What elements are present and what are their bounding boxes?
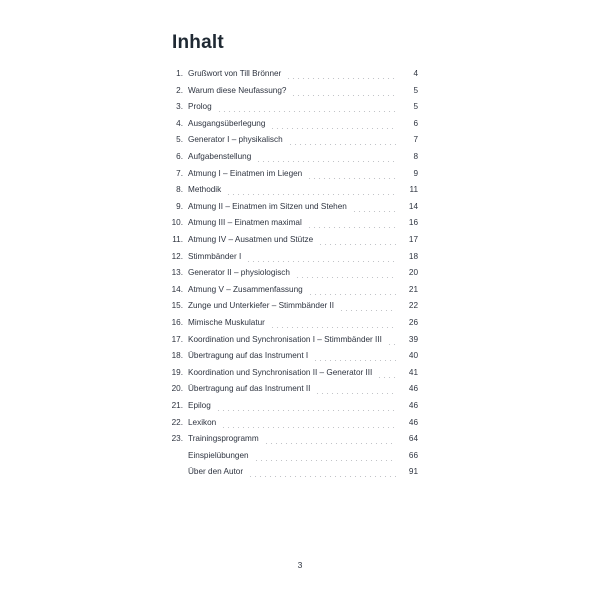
toc-entry-title: Übertragung auf das Instrument I <box>188 351 309 361</box>
toc-entry-page: 11 <box>396 182 418 198</box>
toc-entry <box>0 83 600 99</box>
toc-entry-page: 40 <box>396 348 418 364</box>
toc-entry-page: 64 <box>396 431 418 447</box>
toc-entry <box>0 249 600 265</box>
toc-entry <box>0 116 600 132</box>
toc-entry <box>0 132 600 148</box>
toc-entry-number: 17. <box>171 334 183 344</box>
toc-entry-line <box>188 182 414 198</box>
toc-entry-line <box>188 398 414 414</box>
toc-entry-title: Koordination und Synchronisation II – Generator III <box>188 367 373 377</box>
toc-leader-dots <box>226 194 414 195</box>
toc-entry-number: 9. <box>176 201 183 211</box>
toc-leader-dots <box>246 261 414 262</box>
toc-entry-page: 26 <box>396 315 418 331</box>
toc-entry-title: Aufgabenstellung <box>188 152 252 161</box>
toc-entry <box>0 315 600 331</box>
toc-entry <box>0 348 600 364</box>
toc-entry <box>0 464 600 480</box>
toc-entry-line <box>188 415 414 431</box>
toc-entry-page: 39 <box>396 332 418 348</box>
toc-entry-line <box>188 381 414 397</box>
toc-entry-title: Atmung IV – Ausatmen und Stütze <box>188 235 314 244</box>
toc-entry-number: 22. <box>171 417 183 427</box>
toc-entry-title: Atmung V – Zusammenfassung <box>188 284 303 294</box>
toc-entry <box>0 398 600 414</box>
toc-entry-page: 5 <box>396 99 418 115</box>
toc-entry-title: Prolog <box>188 102 212 112</box>
toc-entry-number: 1. <box>176 69 183 78</box>
toc-entry-line <box>188 232 414 248</box>
toc-entry-title: Atmung II – Einatmen im Sitzen und Stehen <box>188 201 347 211</box>
toc-entry-title: Zunge und Unterkiefer – Stimmbänder II <box>188 301 335 311</box>
toc-entry <box>0 99 600 115</box>
page-title: Inhalt <box>172 32 224 53</box>
toc-entry-number: 7. <box>176 168 183 178</box>
toc-leader-dots <box>217 111 414 112</box>
toc-entry-title: Generator II – physiologisch <box>188 268 290 278</box>
toc-entry-number: 14. <box>171 284 183 294</box>
toc-entry-number: 8. <box>176 185 183 195</box>
toc-entry-line <box>188 66 414 82</box>
toc-entry-page: 7 <box>396 132 418 148</box>
toc-leader-dots <box>264 443 414 444</box>
toc-entry-page: 22 <box>396 298 418 314</box>
toc-entry-number: 12. <box>171 251 183 261</box>
toc-entry-number: 10. <box>171 218 183 228</box>
toc-entry-number: 21. <box>171 401 183 410</box>
toc-entry-title: Atmung I – Einatmen im Liegen <box>188 168 303 178</box>
toc-entry <box>0 415 600 431</box>
toc-entry <box>0 182 600 198</box>
toc-entry-line <box>188 99 414 115</box>
toc-entry-title: Ausgangsüberlegung <box>188 118 266 128</box>
toc-entry <box>0 215 600 231</box>
toc-entry-number: 18. <box>171 351 183 361</box>
toc-entry <box>0 232 600 248</box>
toc-leader-dots <box>270 128 414 129</box>
toc-entry-line <box>188 199 414 215</box>
toc-entry-line <box>188 448 414 464</box>
toc-entry <box>0 166 600 182</box>
toc-entry-number: 16. <box>171 318 183 327</box>
toc-entry-title: Über den Autor <box>188 467 244 477</box>
toc-entry-page: 20 <box>396 265 418 281</box>
toc-entry-line <box>188 149 414 165</box>
toc-entry-page: 21 <box>396 282 418 298</box>
toc-entry-number: 19. <box>171 367 183 377</box>
toc-entry-line <box>188 365 414 381</box>
toc-entry-line <box>188 282 414 298</box>
toc-entry <box>0 199 600 215</box>
toc-entry-line <box>188 249 414 265</box>
toc-entry-line <box>188 332 414 348</box>
toc-entry <box>0 66 600 82</box>
toc-entry-number: 23. <box>171 434 183 444</box>
toc-entry-page: 46 <box>396 415 418 431</box>
toc-leader-dots <box>286 78 414 79</box>
toc-entry-number: 15. <box>171 301 183 311</box>
toc-entry-page: 4 <box>396 66 418 82</box>
toc-entry-number: 6. <box>176 152 183 161</box>
toc-entry <box>0 431 600 447</box>
toc-entry-line <box>188 166 414 182</box>
toc-entry-title: Epilog <box>188 401 211 410</box>
toc-entry-line <box>188 431 414 447</box>
toc-entry-number: 13. <box>171 268 183 278</box>
toc-entry-title: Übertragung auf das Instrument II <box>188 384 311 394</box>
toc-entry-number: 5. <box>176 135 183 145</box>
toc-entry-title: Koordination und Synchronisation I – Stimmbänder III <box>188 334 382 344</box>
page-number: 3 <box>297 560 303 570</box>
toc-entry-page: 6 <box>396 116 418 132</box>
toc-entry-number: 11. <box>172 235 183 244</box>
toc-entry-page: 17 <box>396 232 418 248</box>
toc-entry-page: 91 <box>396 464 418 480</box>
toc-entry-line <box>188 315 414 331</box>
toc-entry-line <box>188 83 414 99</box>
toc-entry-title: Einspielübungen <box>188 450 249 460</box>
toc-entry-page: 66 <box>396 448 418 464</box>
toc-entry-line <box>188 215 414 231</box>
toc-entry-page: 18 <box>396 249 418 265</box>
toc-entry-title: Grußwort von Till Brönner <box>188 69 282 78</box>
toc-entry-number: 2. <box>176 85 183 95</box>
toc-entry-page: 41 <box>396 365 418 381</box>
toc-entry-title: Atmung III – Einatmen maximal <box>188 218 302 228</box>
toc-entry <box>0 282 600 298</box>
toc-entry-line <box>188 116 414 132</box>
toc-leader-dots <box>254 460 414 461</box>
toc-entry <box>0 298 600 314</box>
toc-entry-title: Stimmbänder I <box>188 251 242 261</box>
toc-entry-title: Methodik <box>188 185 222 195</box>
toc-entry-page: 46 <box>396 398 418 414</box>
toc-entry-number: 3. <box>176 102 183 112</box>
toc-entry <box>0 265 600 281</box>
toc-entry-number: 20. <box>171 384 183 394</box>
toc-leader-dots <box>216 410 414 411</box>
toc-leader-dots <box>248 476 414 477</box>
toc-entry-line <box>188 132 414 148</box>
toc-entry-page: 9 <box>396 166 418 182</box>
toc-entry-title: Generator I – physikalisch <box>188 135 283 145</box>
toc-entry-number: 4. <box>176 118 183 128</box>
toc-leader-dots <box>270 327 414 328</box>
toc-entry-title: Lexikon <box>188 417 217 427</box>
toc-entry-title: Mimische Muskulatur <box>188 318 265 327</box>
toc-entry <box>0 448 600 464</box>
toc-entry-line <box>188 298 414 314</box>
toc-entry-title: Warum diese Neufassung? <box>188 85 287 95</box>
toc-entry <box>0 332 600 348</box>
toc-entry <box>0 381 600 397</box>
toc-leader-dots <box>256 161 414 162</box>
toc-entry-line <box>188 464 414 480</box>
toc-entry <box>0 149 600 165</box>
toc-entry-line <box>188 348 414 364</box>
toc-entry-title: Trainingsprogramm <box>188 434 259 444</box>
toc-leader-dots <box>221 427 414 428</box>
toc-entry-page: 16 <box>396 215 418 231</box>
toc-entry-page: 8 <box>396 149 418 165</box>
toc-entry <box>0 365 600 381</box>
toc-entry-page: 46 <box>396 381 418 397</box>
toc-entry-page: 14 <box>396 199 418 215</box>
toc-entry-line <box>188 265 414 281</box>
toc-entry-page: 5 <box>396 83 418 99</box>
